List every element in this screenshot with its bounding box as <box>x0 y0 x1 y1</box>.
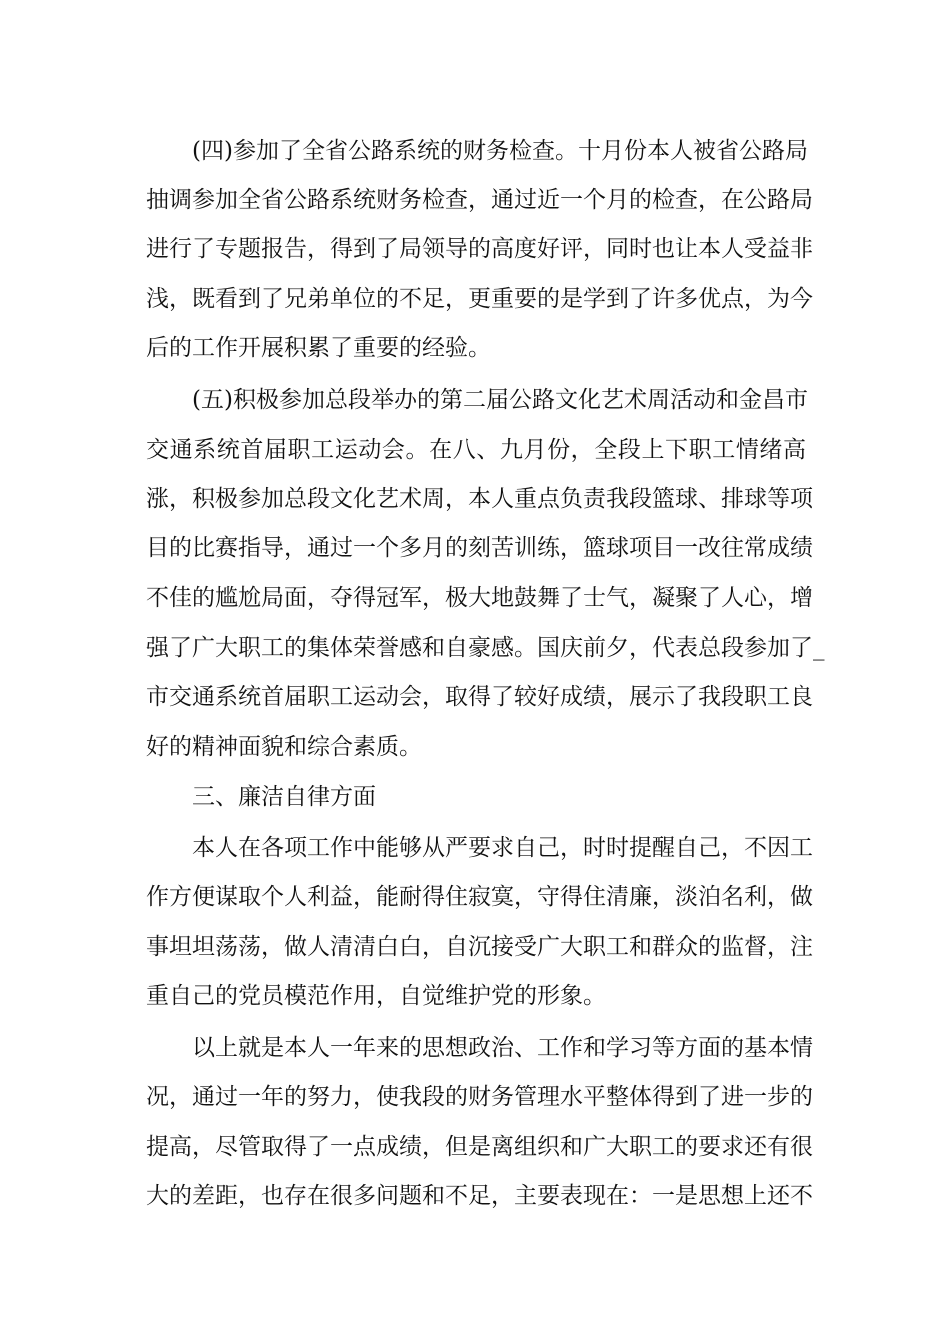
integrity-paragraph-line-2: 作方便谋取个人利益，能耐得住寂寞，守得住清廉，淡泊名利，做 <box>146 884 813 910</box>
paragraph-5-line-6: 强了广大职工的集体荣誉感和自豪感。国庆前夕，代表总段参加了_ <box>146 635 825 661</box>
summary-paragraph-line-1: 以上就是本人一年来的思想政治、工作和学习等方面的基本情 <box>192 1035 813 1061</box>
summary-paragraph-line-4: 大的差距，也存在很多问题和不足，主要表现在：一是思想上还不 <box>146 1183 813 1209</box>
integrity-paragraph-line-4: 重自己的党员模范作用，自觉维护党的形象。 <box>146 983 606 1009</box>
summary-paragraph-line-3: 提高，尽管取得了一点成绩，但是离组织和广大职工的要求还有很 <box>146 1134 813 1160</box>
paragraph-5-line-3: 涨，积极参加总段文化艺术周，本人重点负责我段篮球、排球等项 <box>146 486 813 512</box>
paragraph-4-line-4: 浅，既看到了兄弟单位的不足，更重要的是学到了许多优点，为今 <box>146 286 813 312</box>
summary-paragraph-line-2: 况，通过一年的努力，使我段的财务管理水平整体得到了进一步的 <box>146 1084 813 1110</box>
paragraph-4-line-3: 进行了专题报告，得到了局领导的高度好评，同时也让本人受益非 <box>146 236 813 262</box>
paragraph-4-line-2: 抽调参加全省公路系统财务检查，通过近一个月的检查，在公路局 <box>146 187 813 213</box>
paragraph-5-line-5: 不佳的尴尬局面，夺得冠军，极大地鼓舞了士气，凝聚了人心，增 <box>146 585 813 611</box>
paragraph-5-line-8: 好的精神面貌和综合素质。 <box>146 734 422 760</box>
integrity-paragraph-line-3: 事坦坦荡荡，做人清清白白，自沉接受广大职工和群众的监督，注 <box>146 934 813 960</box>
paragraph-5-line-4: 目的比赛指导，通过一个多月的刻苦训练，篮球项目一改往常成绩 <box>146 535 813 561</box>
paragraph-5-line-7: 市交通系统首届职工运动会，取得了较好成绩，展示了我段职工良 <box>146 684 813 710</box>
paragraph-4-line-5: 后的工作开展积累了重要的经验。 <box>146 335 491 361</box>
paragraph-5-line-2: 交通系统首届职工运动会。在八、九月份，全段上下职工情绪高 <box>146 437 806 463</box>
paragraph-5-line-1: (五)积极参加总段举办的第二届公路文化艺术周活动和金昌市 <box>192 387 808 413</box>
integrity-paragraph-line-1: 本人在各项工作中能够从严要求自己，时时提醒自己，不因工 <box>192 835 813 861</box>
section-heading-integrity: 三、廉洁自律方面 <box>192 784 376 810</box>
paragraph-4-line-1: (四)参加了全省公路系统的财务检查。十月份本人被省公路局 <box>192 138 808 164</box>
